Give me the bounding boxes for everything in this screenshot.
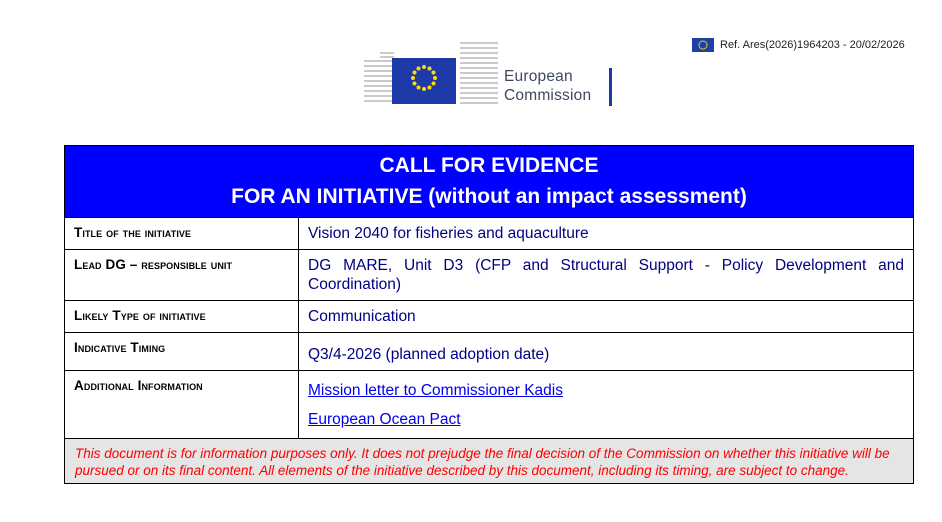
row-value: Vision 2040 for fisheries and aquaculture [308, 225, 589, 242]
mission-letter-link[interactable]: Mission letter to Commissioner Kadis [308, 382, 563, 399]
european-ocean-pact-link[interactable]: European Ocean Pact [308, 411, 461, 428]
row-value-links [299, 371, 913, 438]
header-title-line-2: FOR AN INITIATIVE (without an impact assessment) [231, 185, 747, 208]
call-for-evidence-table [64, 145, 914, 484]
reference-stamp [692, 38, 905, 52]
row-label: Lead DG – responsible unit [65, 250, 299, 300]
header-title-line-1: CALL FOR EVIDENCE [379, 154, 599, 177]
row-value: Communication [308, 308, 416, 325]
logo-line-1: European [504, 68, 573, 85]
european-commission-logo [362, 38, 622, 110]
row-value: Q3/4-2026 (planned adoption date) [308, 346, 550, 363]
table-row [65, 218, 913, 250]
logo-divider [609, 68, 612, 106]
row-value: DG MARE, Unit D3 (CFP and Structural Support - Policy Development and Coordination) [308, 257, 904, 293]
logo-line-2: Commission [504, 87, 592, 104]
row-label: Additional Information [65, 371, 299, 438]
table-row [65, 371, 913, 439]
logo-wordmark [504, 67, 591, 105]
row-label: Title of the initiative [65, 218, 299, 249]
table-row [65, 333, 913, 371]
row-label: Indicative Timing [65, 333, 299, 370]
table-row [65, 250, 913, 301]
table-row [65, 301, 913, 333]
reference-text: Ref. Ares(2026)1964203 - 20/02/2026 [720, 39, 905, 51]
table-header [65, 146, 913, 218]
eu-flag-icon [692, 38, 714, 52]
disclaimer-text: This document is for information purposes only. It does not prejudge the final decision of the Commission on whether this initiative will be pursued or on its final content. All elements of the initiative described by this document, including its timing, are subject to change. [65, 439, 913, 483]
commission-building-icon [362, 38, 502, 110]
row-label: Likely Type of initiative [65, 301, 299, 332]
